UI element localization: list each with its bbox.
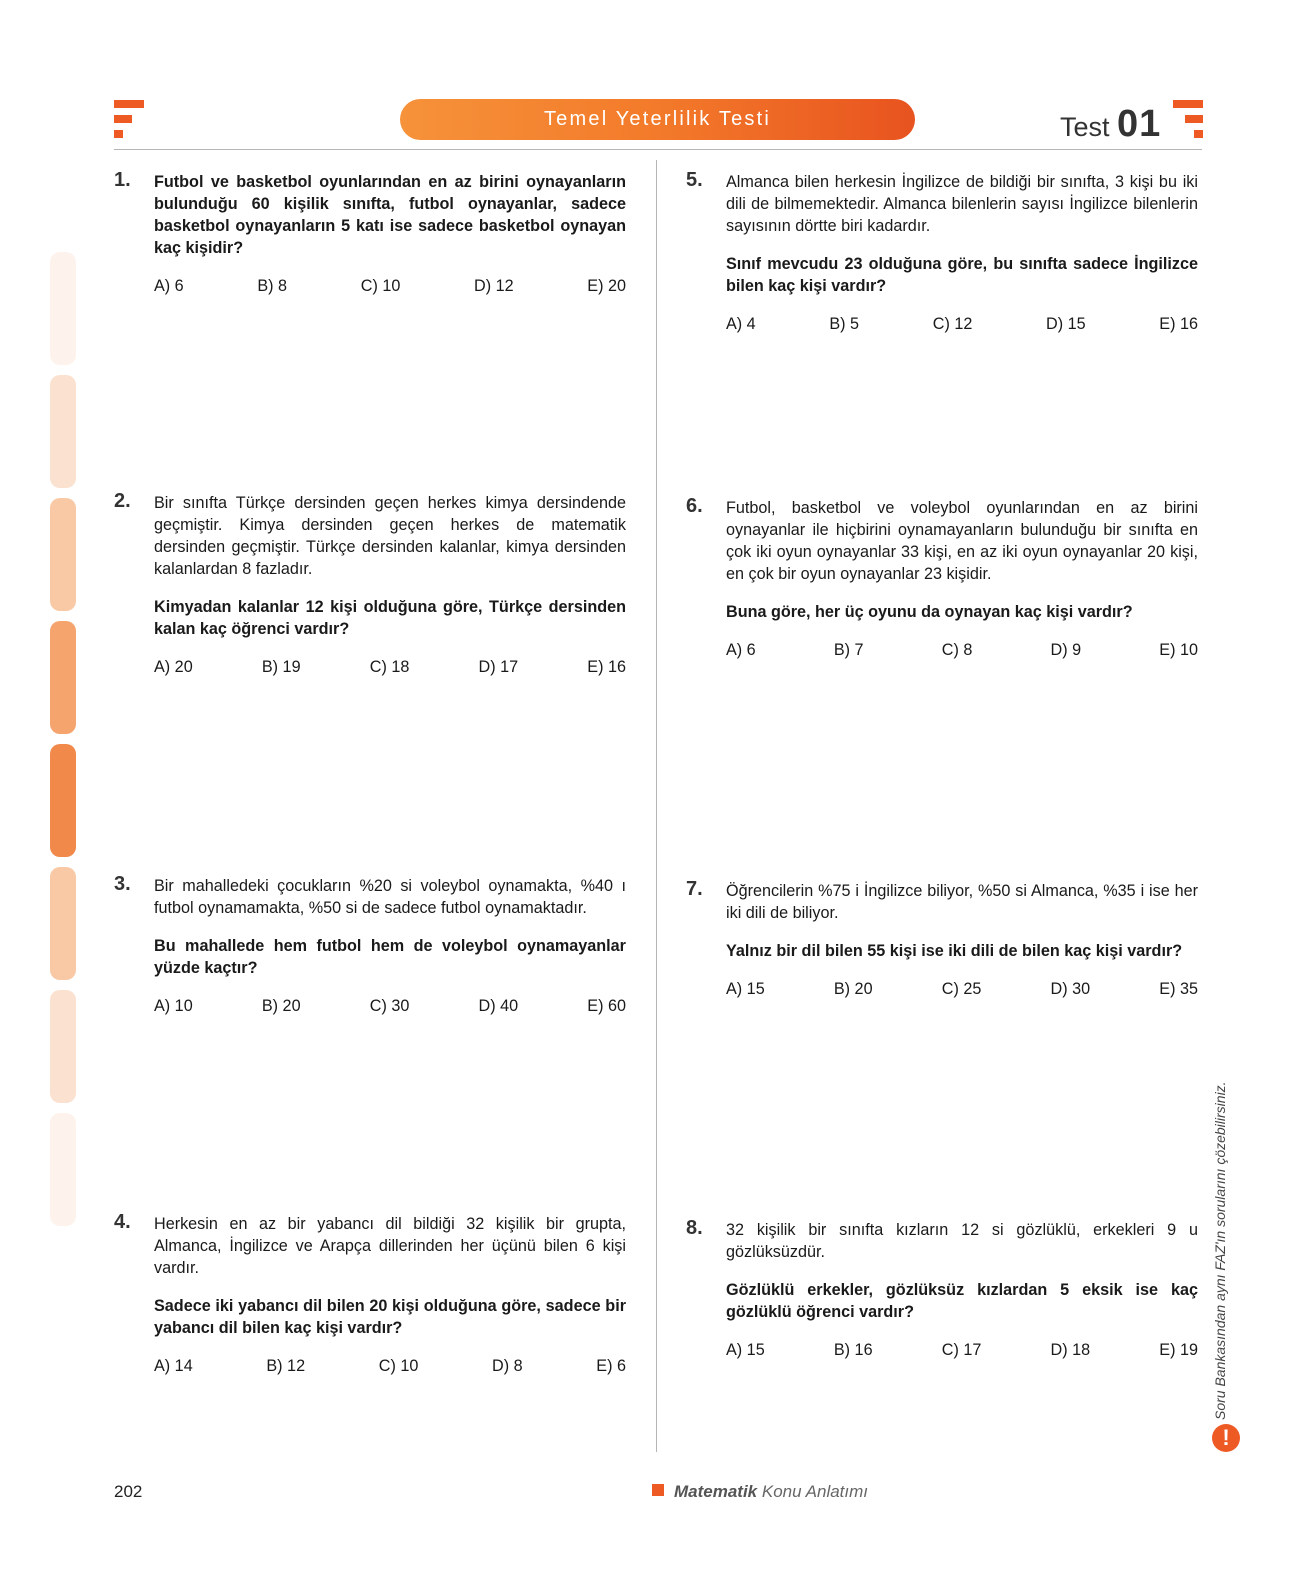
footer-square-icon — [652, 1484, 664, 1496]
answer-choice[interactable]: E) 16 — [587, 658, 626, 676]
question-prompt: Sadece iki yabancı dil bilen 20 kişi olduğuna göre, sadece bir yabancı dil bilen kaç kişi vardır? — [154, 1297, 626, 1337]
answer-choices — [726, 1339, 1198, 1361]
answer-choice[interactable]: A) 15 — [726, 980, 765, 998]
answer-choice[interactable]: A) 6 — [726, 641, 756, 659]
answer-choices — [154, 995, 626, 1017]
answer-choice[interactable]: E) 20 — [587, 277, 626, 295]
side-note-text: Soru Bankasından aynı FAZ'ın sorularını çözebilirsiniz. — [1212, 1081, 1228, 1420]
answer-choice[interactable]: B) 20 — [261, 997, 301, 1015]
question-number: 5. — [686, 169, 703, 191]
answer-choice[interactable]: C) 25 — [941, 980, 982, 998]
answer-choice[interactable]: B) 12 — [266, 1357, 306, 1375]
question-stem: Bir sınıfta Türkçe dersinden geçen herkes kimya dersindende geçmiştir. Kimya dersinden geçen herkes de matematik dersinden geçmiştir. Türkçe dersinden kalanlar, kimya dersinden kalanlardan 8 fazladır. — [154, 494, 626, 578]
brand-logo-right — [1173, 100, 1203, 140]
question-prompt: Futbol ve basketbol oyunlarından en az birini oynayanların bulunduğu 60 kişilik sınıfta, futbol oynayanlar, sadece basketbol oynayanların 5 katı ise sadece basketbol oynayan kaç kişidir? — [154, 173, 626, 257]
question-body — [154, 1213, 626, 1377]
answer-choice[interactable]: C) 12 — [932, 315, 973, 333]
header-divider — [114, 149, 1202, 150]
answer-choice[interactable]: C) 10 — [378, 1357, 419, 1375]
answer-choices — [154, 275, 626, 297]
footer-book-title — [652, 1482, 868, 1502]
question-stem: 32 kişilik bir sınıfta kızların 12 si gözlüklü, erkekleri 9 u gözlüksüzdür. — [726, 1221, 1198, 1261]
answer-choice[interactable]: E) 35 — [1159, 980, 1198, 998]
answer-choice[interactable]: B) 5 — [829, 315, 860, 333]
answer-choice[interactable]: B) 7 — [833, 641, 864, 659]
question-prompt: Bu mahallede hem futbol hem de voleybol oynamayanlar yüzde kaçtır? — [154, 937, 626, 977]
question-stem: Öğrencilerin %75 i İngilizce biliyor, %50 si Almanca, %35 i ise her iki dili de biliyor. — [726, 882, 1198, 922]
question-body — [154, 875, 626, 1017]
question-body — [726, 497, 1198, 661]
answer-choice[interactable]: B) 20 — [833, 980, 873, 998]
answer-choice[interactable]: C) 18 — [369, 658, 410, 676]
side-chapter-tab — [50, 744, 76, 857]
answer-choice[interactable]: A) 4 — [726, 315, 756, 333]
test-number-label — [1060, 104, 1161, 147]
question-body — [726, 171, 1198, 335]
question-stem: Almanca bilen herkesin İngilizce de bildiği bir sınıfta, 3 kişi bu iki dili de bilmemektedir. Almanca bilenlerin sayısı İngilizce bilenlerin sayısının dörtte biri kadardır. — [726, 173, 1198, 235]
question-number: 4. — [114, 1211, 131, 1233]
brand-logo-left — [114, 100, 144, 140]
footer-rest: Konu Anlatımı — [757, 1482, 869, 1501]
test-number: 01 — [1117, 103, 1162, 145]
question-stem: Herkesin en az bir yabancı dil bildiği 32 kişilik bir grupta, Almanca, İngilizce ve Arapça dillerinden her üçünü bilen 6 kişi vardır. — [154, 1215, 626, 1277]
answer-choice[interactable]: E) 16 — [1159, 315, 1198, 333]
side-chapter-tab — [50, 252, 76, 365]
side-chapter-tab — [50, 498, 76, 611]
question-body — [726, 880, 1198, 1000]
answer-choice[interactable]: C) 30 — [369, 997, 410, 1015]
answer-choice[interactable]: B) 8 — [257, 277, 288, 295]
question-number: 8. — [686, 1217, 703, 1239]
question-prompt: Kimyadan kalanlar 12 kişi olduğuna göre, Türkçe dersinden kalan kaç öğrenci vardır? — [154, 598, 626, 638]
answer-choices — [726, 639, 1198, 661]
side-chapter-tab — [50, 375, 76, 488]
question-body — [726, 1219, 1198, 1361]
answer-choice[interactable]: E) 19 — [1159, 1341, 1198, 1359]
answer-choice[interactable]: A) 6 — [154, 277, 184, 295]
answer-choice[interactable]: A) 14 — [154, 1357, 193, 1375]
answer-choices — [154, 656, 626, 678]
answer-choice[interactable]: D) 17 — [478, 658, 519, 676]
answer-choice[interactable]: D) 30 — [1050, 980, 1091, 998]
test-word: Test — [1060, 112, 1110, 142]
answer-choice[interactable]: C) 10 — [360, 277, 401, 295]
question-stem: Bir mahalledeki çocukların %20 si voleybol oynamakta, %40 ı futbol oynamamakta, %50 si de sadece futbol oynamaktadır. — [154, 877, 626, 917]
question-number: 1. — [114, 169, 131, 191]
answer-choices — [726, 313, 1198, 335]
answer-choice[interactable]: D) 8 — [492, 1357, 523, 1375]
footer-subject: Matematik — [674, 1482, 758, 1501]
column-divider — [656, 160, 657, 1452]
page-number: 202 — [114, 1482, 143, 1501]
side-chapter-tab — [50, 1113, 76, 1226]
answer-choice[interactable]: C) 8 — [941, 641, 973, 659]
side-chapter-tab — [50, 621, 76, 734]
answer-choice[interactable]: D) 18 — [1050, 1341, 1091, 1359]
answer-choice[interactable]: D) 9 — [1050, 641, 1082, 659]
test-title-banner: Temel Yeterlilik Testi — [400, 99, 915, 140]
answer-choice[interactable]: A) 15 — [726, 1341, 765, 1359]
question-prompt: Sınıf mevcudu 23 olduğuna göre, bu sınıfta sadece İngilizce bilen kaç kişi vardır? — [726, 255, 1198, 295]
answer-choice[interactable]: D) 12 — [474, 277, 514, 295]
alert-icon: ! — [1212, 1424, 1240, 1452]
question-number: 6. — [686, 495, 703, 517]
answer-choice[interactable]: A) 20 — [154, 658, 193, 676]
answer-choice[interactable]: E) 60 — [587, 997, 626, 1015]
question-prompt: Buna göre, her üç oyunu da oynayan kaç kişi vardır? — [726, 603, 1133, 621]
answer-choice[interactable]: A) 10 — [154, 997, 193, 1015]
question-number: 7. — [686, 878, 703, 900]
answer-choice[interactable]: C) 17 — [941, 1341, 982, 1359]
question-prompt: Gözlüklü erkekler, gözlüksüz kızlardan 5 eksik ise kaç gözlüklü öğrenci vardır? — [726, 1281, 1198, 1321]
answer-choices — [154, 1355, 626, 1377]
answer-choice[interactable]: B) 16 — [833, 1341, 873, 1359]
answer-choice[interactable]: D) 15 — [1046, 315, 1086, 333]
answer-choice[interactable]: D) 40 — [478, 997, 519, 1015]
answer-choice[interactable]: E) 10 — [1159, 641, 1198, 659]
answer-choice[interactable]: B) 19 — [261, 658, 301, 676]
side-chapter-tab — [50, 990, 76, 1103]
answer-choice[interactable]: E) 6 — [596, 1357, 626, 1375]
question-number: 2. — [114, 490, 131, 512]
question-body — [154, 171, 626, 297]
side-chapter-tab — [50, 867, 76, 980]
question-number: 3. — [114, 873, 131, 895]
question-prompt: Yalnız bir dil bilen 55 kişi ise iki dili de bilen kaç kişi vardır? — [726, 942, 1183, 960]
answer-choices — [726, 978, 1198, 1000]
question-stem: Futbol, basketbol ve voleybol oyunlarından en az birini oynayanlar ile hiçbirini oynamayanların bulunduğu bir sınıfta en çok iki oyun oynayanlar 33 kişi, en az iki oyun oynayanlar 20 kişi, en çok bir oyun oynayanlar 23 kişidir. — [726, 499, 1198, 583]
question-body — [154, 492, 626, 678]
